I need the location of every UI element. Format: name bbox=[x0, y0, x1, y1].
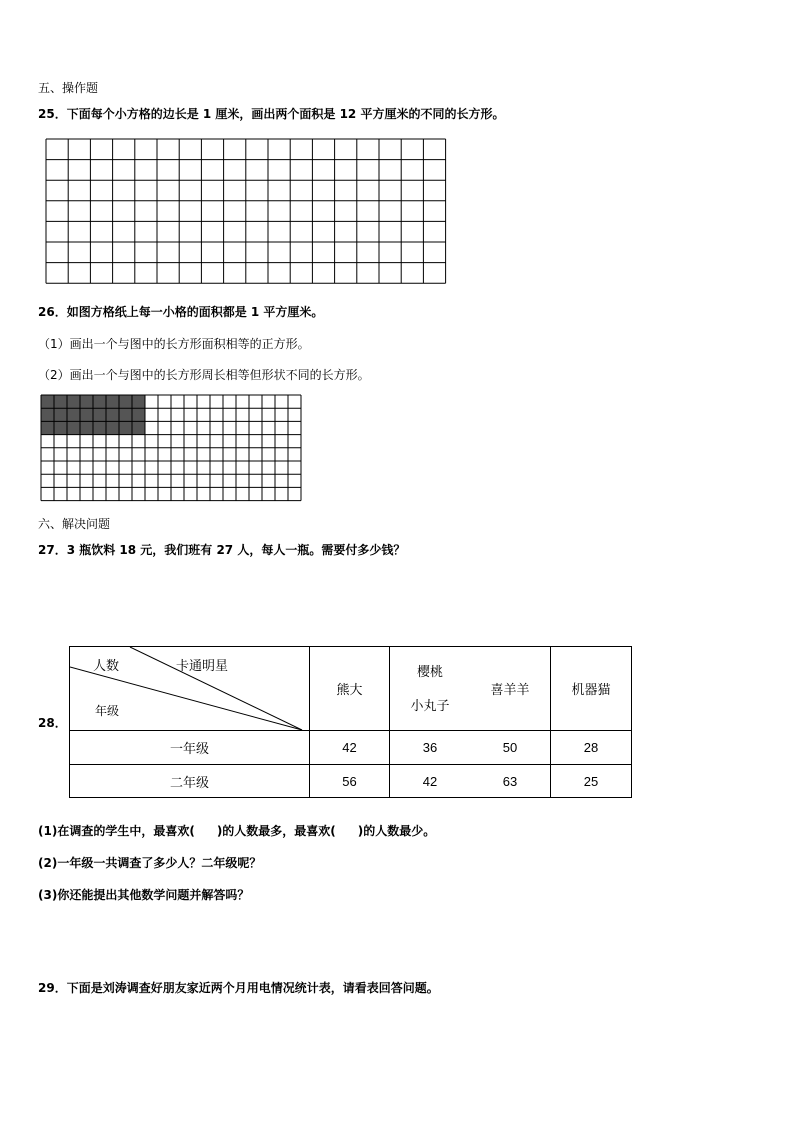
question-26-part-1: （1）画出一个与图中的长方形面积相等的正方形。 bbox=[38, 337, 310, 351]
table-cell: 25 bbox=[551, 765, 632, 798]
table-cell: 42 bbox=[310, 731, 390, 765]
grid-paper-q25 bbox=[45, 138, 447, 284]
q28-part1-text-b: )的人数最多，最喜欢( bbox=[216, 824, 336, 838]
question-26: 26．如图方格纸上每一小格的面积都是 1 平方厘米。 bbox=[38, 305, 324, 319]
question-28-part-2: (2)一年级一共调查了多少人？二年级呢？ bbox=[38, 856, 262, 870]
question-27: 27．3 瓶饮料 18 元，我们班有 27 人，每人一瓶。需要付多少钱？ bbox=[38, 543, 406, 557]
q28-part1-text-a: (1)在调查的学生中，最喜欢( bbox=[38, 824, 195, 838]
table-cell: 28 bbox=[551, 731, 632, 765]
question-28-part-3: (3)你还能提出其他数学问题并解答吗？ bbox=[38, 888, 250, 902]
survey-table bbox=[69, 646, 632, 798]
table-cell: 36 bbox=[390, 731, 471, 765]
question-28-number: 28． bbox=[38, 716, 67, 730]
row-label-grade1: 一年级 bbox=[70, 731, 310, 765]
row-label-grade2: 二年级 bbox=[70, 765, 310, 798]
table-row bbox=[70, 731, 632, 765]
question-25: 25．下面每个小方格的边长是 1 厘米，画出两个面积是 12 平方厘米的不同的长方形。 bbox=[38, 107, 505, 121]
table-row bbox=[70, 765, 632, 798]
section-title-operation: 五、操作题 bbox=[38, 81, 99, 95]
question-29: 29．下面是刘涛调查好朋友家近两个月用电情况统计表，请看表回答问题。 bbox=[38, 981, 439, 995]
column-header-cherry-line1: 樱桃 bbox=[416, 663, 443, 679]
question-26-part-2: （2）画出一个与图中的长方形周长相等但形状不同的长方形。 bbox=[38, 368, 370, 382]
column-header-cherry-line2: 小丸子 bbox=[410, 697, 450, 713]
header-star-label: 卡通明星 bbox=[176, 658, 229, 673]
table-cell: 42 bbox=[390, 765, 471, 798]
column-header-cherry-pleasant bbox=[390, 647, 551, 731]
section-title-solve: 六、解决问题 bbox=[38, 517, 111, 531]
table-cell: 56 bbox=[310, 765, 390, 798]
column-header-xiyangyang: 喜羊羊 bbox=[490, 682, 530, 697]
question-28-part-1 bbox=[38, 822, 435, 839]
header-people-label: 人数 bbox=[93, 658, 120, 673]
q28-part1-text-c: )的人数最少。 bbox=[357, 824, 436, 838]
column-header-doraemon: 机器猫 bbox=[551, 647, 632, 731]
header-grade-label: 年级 bbox=[95, 704, 120, 718]
table-cell: 50 bbox=[470, 731, 551, 765]
grid-paper-q26 bbox=[40, 394, 304, 502]
column-header-xiongda: 熊大 bbox=[310, 647, 390, 731]
diagonal-header-cell bbox=[70, 647, 310, 731]
table-cell: 63 bbox=[470, 765, 551, 798]
